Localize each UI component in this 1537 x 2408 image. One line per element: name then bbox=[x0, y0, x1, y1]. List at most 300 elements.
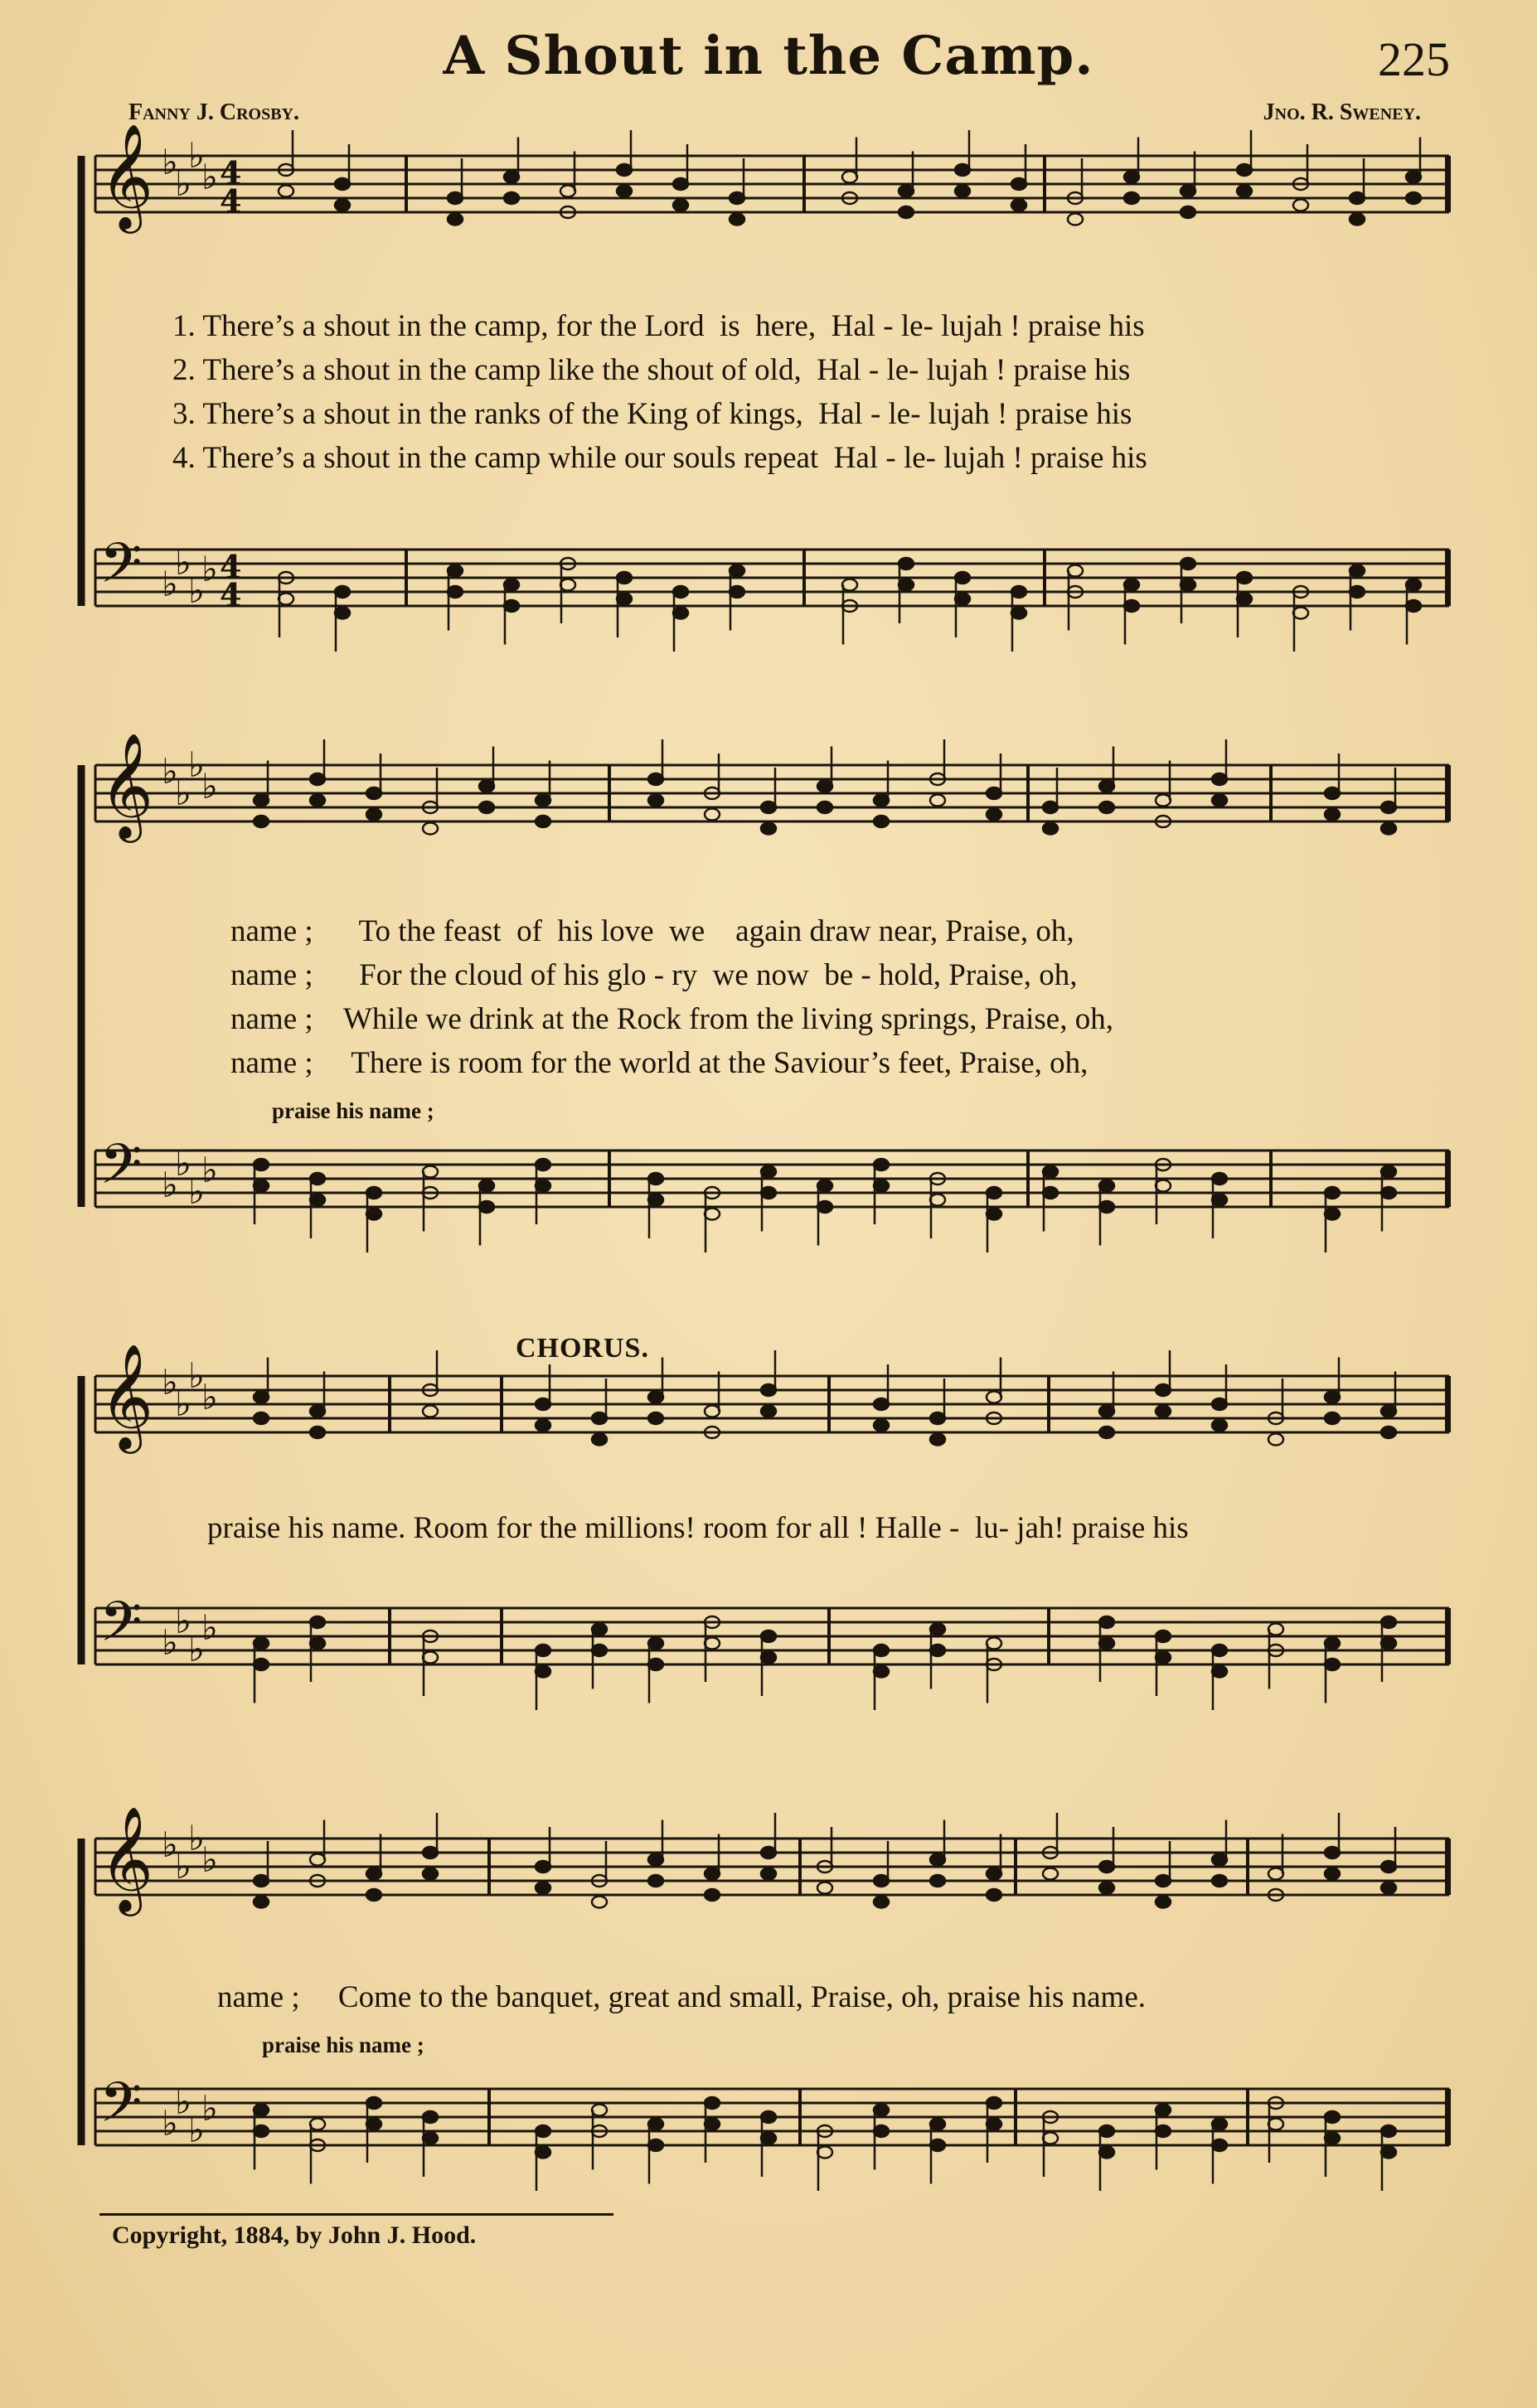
note-head bbox=[930, 795, 945, 807]
note-head bbox=[1156, 1652, 1171, 1664]
flat-sign: ♭ bbox=[188, 1355, 205, 1396]
note-head bbox=[761, 1652, 776, 1664]
note-head bbox=[536, 2147, 550, 2158]
flat-sign: ♭ bbox=[188, 1629, 205, 1669]
note-head bbox=[874, 1398, 889, 1410]
note-head bbox=[673, 200, 688, 211]
verse-4-line: 4. There’s a shout in the camp while our souls repeat Hal - le- lujah ! praise his bbox=[172, 441, 1147, 475]
chorus-lyric-line: praise his name. Room for the millions! room for all ! Halle - lu- jah! praise his bbox=[207, 1511, 1189, 1545]
note-head bbox=[1325, 2133, 1340, 2144]
time-signature-top: 4 bbox=[220, 548, 242, 585]
note-head bbox=[423, 2133, 438, 2144]
note-head bbox=[705, 2097, 720, 2109]
note-head bbox=[1325, 1847, 1340, 1858]
note-head bbox=[1099, 2147, 1114, 2158]
note-head bbox=[874, 1159, 889, 1170]
note-head bbox=[705, 809, 720, 821]
treble-clef: 𝄞 bbox=[99, 1805, 154, 1911]
note-head bbox=[617, 572, 632, 584]
bass-clef: 𝄢 bbox=[99, 531, 143, 608]
note-head bbox=[1237, 164, 1252, 176]
note-head bbox=[730, 586, 744, 598]
note-head bbox=[536, 1159, 550, 1170]
note-head bbox=[817, 802, 832, 813]
note-head bbox=[254, 2125, 269, 2137]
note-head bbox=[310, 1638, 325, 1650]
note-head bbox=[874, 2125, 889, 2137]
bass-clef: 𝄢 bbox=[99, 2071, 143, 2148]
flat-sign: ♭ bbox=[201, 766, 218, 807]
note-head bbox=[479, 802, 494, 813]
flat-sign: ♭ bbox=[175, 163, 192, 204]
note-head bbox=[536, 1645, 550, 1656]
note-head bbox=[1268, 2119, 1283, 2130]
verse-3-line: 3. There’s a shout in the ranks of the King of kings, Hal - le- lujah ! praise his bbox=[172, 397, 1132, 431]
footer-rule bbox=[99, 2213, 613, 2216]
note-head bbox=[1381, 2147, 1396, 2158]
note-head bbox=[1381, 823, 1396, 835]
note-head bbox=[536, 2125, 550, 2137]
flat-sign: ♭ bbox=[201, 1839, 218, 1880]
note-head bbox=[479, 781, 494, 792]
note-head bbox=[1268, 1624, 1283, 1635]
note-head bbox=[1099, 1427, 1114, 1438]
chorus-label: CHORUS. bbox=[516, 1333, 649, 1364]
note-head bbox=[1325, 1638, 1340, 1650]
note-head bbox=[1156, 1897, 1171, 1908]
note-head bbox=[761, 1187, 776, 1199]
time-signature-bottom: 4 bbox=[220, 182, 242, 220]
note-head bbox=[335, 608, 350, 619]
note-head bbox=[366, 1187, 381, 1199]
note-head bbox=[1381, 1187, 1396, 1199]
flat-sign: ♭ bbox=[162, 142, 178, 182]
note-head bbox=[560, 186, 575, 197]
note-head bbox=[592, 1645, 607, 1656]
note-head bbox=[560, 579, 575, 591]
note-head bbox=[930, 1875, 945, 1887]
note-head bbox=[1293, 200, 1308, 211]
note-head bbox=[592, 1624, 607, 1635]
note-head bbox=[1043, 1868, 1058, 1880]
note-head bbox=[874, 816, 889, 827]
note-head bbox=[1406, 579, 1421, 591]
note-head bbox=[1124, 192, 1139, 204]
note-head bbox=[1181, 186, 1195, 197]
note-head bbox=[930, 1194, 945, 1206]
note-head bbox=[279, 186, 293, 197]
note-head bbox=[1156, 2125, 1171, 2137]
note-head bbox=[1124, 172, 1139, 183]
note-head bbox=[423, 1652, 438, 1664]
note-head bbox=[1381, 1861, 1396, 1873]
note-head bbox=[874, 1420, 889, 1432]
note-head bbox=[1381, 1166, 1396, 1178]
note-head bbox=[254, 1659, 269, 1670]
note-head bbox=[1212, 1398, 1227, 1410]
verse-1-line: 1. There’s a shout in the camp, for the Lord is here, Hal - le- lujah ! praise his bbox=[172, 309, 1145, 343]
note-head bbox=[1212, 1645, 1227, 1656]
note-head bbox=[1043, 1166, 1058, 1178]
note-head bbox=[479, 1201, 494, 1213]
note-head bbox=[1325, 1209, 1340, 1220]
bass-clef: 𝄢 bbox=[99, 1590, 143, 1667]
note-head bbox=[705, 2119, 720, 2130]
note-head bbox=[705, 1406, 720, 1417]
flat-sign: ♭ bbox=[188, 744, 205, 785]
note-head bbox=[1156, 1875, 1171, 1887]
note-head bbox=[254, 795, 269, 807]
note-head bbox=[730, 214, 744, 225]
note-head bbox=[310, 1173, 325, 1185]
note-head bbox=[1381, 802, 1396, 813]
note-head bbox=[930, 2139, 945, 2151]
note-head bbox=[761, 1868, 776, 1880]
note-head bbox=[874, 795, 889, 807]
treble-clef: 𝄞 bbox=[99, 123, 154, 229]
note-head bbox=[930, 1645, 945, 1656]
verse-1-line-2: name ; To the feast of his love we again draw near, Praise, oh, bbox=[230, 914, 1074, 948]
note-head bbox=[761, 1384, 776, 1396]
note-head bbox=[1381, 1882, 1396, 1894]
note-head bbox=[705, 1868, 720, 1880]
flat-sign: ♭ bbox=[162, 2103, 178, 2144]
flat-sign: ♭ bbox=[201, 157, 218, 197]
note-head bbox=[899, 579, 914, 591]
note-head bbox=[254, 1392, 269, 1403]
note-head bbox=[423, 1166, 438, 1178]
note-head bbox=[448, 192, 463, 204]
bass-label-praise: praise his name ; bbox=[272, 1098, 434, 1123]
note-head bbox=[1212, 1194, 1227, 1206]
note-head bbox=[504, 172, 519, 183]
flat-sign: ♭ bbox=[201, 2088, 218, 2129]
note-head bbox=[1237, 572, 1252, 584]
bass-clef: 𝄢 bbox=[99, 1132, 143, 1209]
note-head bbox=[366, 1868, 381, 1880]
note-head bbox=[423, 1406, 438, 1417]
time-signature-top: 4 bbox=[220, 154, 242, 191]
note-head bbox=[366, 1889, 381, 1901]
note-head bbox=[1124, 579, 1139, 591]
note-head bbox=[673, 178, 688, 190]
note-head bbox=[930, 1412, 945, 1424]
note-head bbox=[648, 1638, 663, 1650]
note-head bbox=[617, 186, 632, 197]
copyright-notice: Copyright, 1884, by John J. Hood. bbox=[112, 2221, 477, 2249]
note-head bbox=[987, 2097, 1001, 2109]
note-head bbox=[1212, 795, 1227, 807]
flat-sign: ♭ bbox=[201, 549, 218, 589]
verse-2-line-2: name ; For the cloud of his glo - ry we now be - hold, Praise, oh, bbox=[230, 958, 1078, 992]
note-head bbox=[1068, 565, 1083, 577]
note-head bbox=[1212, 773, 1227, 785]
flat-sign: ♭ bbox=[162, 1622, 178, 1663]
note-head bbox=[817, 1201, 832, 1213]
note-head bbox=[817, 781, 832, 792]
note-head bbox=[1237, 186, 1252, 197]
note-head bbox=[1237, 594, 1252, 605]
note-head bbox=[955, 594, 970, 605]
flat-sign: ♭ bbox=[201, 1150, 218, 1190]
treble-clef: 𝄞 bbox=[99, 732, 154, 838]
note-head bbox=[1406, 600, 1421, 612]
note-head bbox=[448, 214, 463, 225]
note-head bbox=[1099, 1882, 1114, 1894]
hymn-title: A Shout in the Camp. bbox=[443, 25, 1094, 87]
note-head bbox=[1043, 823, 1058, 835]
flat-sign: ♭ bbox=[201, 1377, 218, 1417]
note-head bbox=[1406, 192, 1421, 204]
note-head bbox=[1099, 802, 1114, 813]
note-head bbox=[423, 1868, 438, 1880]
note-head bbox=[930, 1434, 945, 1446]
note-head bbox=[648, 2139, 663, 2151]
note-head bbox=[987, 787, 1001, 799]
note-head bbox=[335, 200, 350, 211]
note-head bbox=[1381, 1638, 1396, 1650]
note-head bbox=[1325, 809, 1340, 821]
note-head bbox=[366, 2097, 381, 2109]
note-head bbox=[1350, 192, 1365, 204]
time-signature-bottom: 4 bbox=[220, 576, 242, 613]
note-head bbox=[1325, 1868, 1340, 1880]
note-head bbox=[366, 809, 381, 821]
note-head bbox=[1325, 787, 1340, 799]
note-head bbox=[987, 1889, 1001, 1901]
flat-sign: ♭ bbox=[175, 1143, 192, 1184]
note-head bbox=[592, 1412, 607, 1424]
note-head bbox=[592, 1897, 607, 1908]
flat-sign: ♭ bbox=[175, 2081, 192, 2122]
note-head bbox=[761, 802, 776, 813]
note-head bbox=[1381, 1406, 1396, 1417]
note-head bbox=[1325, 1392, 1340, 1403]
note-head bbox=[1011, 608, 1026, 619]
note-head bbox=[1156, 1630, 1171, 1642]
note-head bbox=[1381, 1616, 1396, 1628]
note-head bbox=[817, 1180, 832, 1192]
note-head bbox=[536, 1861, 550, 1873]
composer-credit: Jno. R. Sweney. bbox=[1263, 99, 1421, 125]
note-head bbox=[987, 1187, 1001, 1199]
note-head bbox=[448, 565, 463, 577]
note-head bbox=[310, 1194, 325, 1206]
note-head bbox=[1350, 214, 1365, 225]
note-head bbox=[1099, 1201, 1114, 1213]
flat-sign: ♭ bbox=[162, 1824, 178, 1865]
note-head bbox=[423, 823, 438, 835]
note-head bbox=[874, 2105, 889, 2116]
note-head bbox=[1099, 1616, 1114, 1628]
note-head bbox=[987, 1868, 1001, 1880]
note-head bbox=[1268, 1434, 1283, 1446]
note-head bbox=[536, 1420, 550, 1432]
note-head bbox=[817, 2147, 832, 2158]
note-head bbox=[987, 1392, 1001, 1403]
note-head bbox=[987, 1209, 1001, 1220]
note-head bbox=[874, 1180, 889, 1192]
note-head bbox=[1212, 1875, 1227, 1887]
note-head bbox=[930, 1624, 945, 1635]
note-head bbox=[1156, 795, 1171, 807]
note-head bbox=[1350, 586, 1365, 598]
note-head bbox=[1325, 1412, 1340, 1424]
note-head bbox=[1212, 1420, 1227, 1432]
note-head bbox=[310, 773, 325, 785]
note-head bbox=[448, 586, 463, 598]
note-head bbox=[648, 1875, 663, 1887]
note-head bbox=[1043, 1187, 1058, 1199]
note-head bbox=[254, 1159, 269, 1170]
note-head bbox=[536, 795, 550, 807]
note-head bbox=[1099, 781, 1114, 792]
note-head bbox=[955, 572, 970, 584]
note-head bbox=[1325, 2111, 1340, 2123]
note-head bbox=[1268, 1868, 1283, 1880]
note-head bbox=[617, 594, 632, 605]
note-head bbox=[899, 206, 914, 218]
flat-sign: ♭ bbox=[188, 2110, 205, 2150]
note-head bbox=[1099, 1638, 1114, 1650]
note-head bbox=[761, 1630, 776, 1642]
note-head bbox=[842, 579, 857, 591]
note-head bbox=[1156, 1180, 1171, 1192]
note-head bbox=[705, 1638, 720, 1650]
note-head bbox=[1212, 1854, 1227, 1866]
lyricist-credit: Fanny J. Crosby. bbox=[128, 99, 300, 125]
note-head bbox=[536, 1180, 550, 1192]
note-head bbox=[366, 1209, 381, 1220]
note-head bbox=[1350, 565, 1365, 577]
verse-2-line: 2. There’s a shout in the camp like the shout of old, Hal - le- lujah ! praise his bbox=[172, 353, 1131, 387]
note-head bbox=[842, 172, 857, 183]
note-head bbox=[536, 816, 550, 827]
note-head bbox=[536, 1666, 550, 1678]
note-head bbox=[705, 1209, 720, 1220]
note-head bbox=[930, 2119, 945, 2130]
flat-sign: ♭ bbox=[201, 1607, 218, 1648]
note-head bbox=[1043, 802, 1058, 813]
note-head bbox=[1325, 1659, 1340, 1670]
note-head bbox=[254, 816, 269, 827]
flat-sign: ♭ bbox=[188, 1171, 205, 1212]
flat-sign: ♭ bbox=[175, 1383, 192, 1424]
note-head bbox=[874, 1897, 889, 1908]
note-head bbox=[648, 1659, 663, 1670]
note-head bbox=[761, 823, 776, 835]
note-head bbox=[504, 579, 519, 591]
note-head bbox=[761, 1406, 776, 1417]
flat-sign: ♭ bbox=[162, 1165, 178, 1205]
note-head bbox=[254, 1180, 269, 1192]
bass-label-praise-2: praise his name ; bbox=[262, 2033, 424, 2057]
note-head bbox=[310, 1406, 325, 1417]
note-head bbox=[1212, 1173, 1227, 1185]
note-head bbox=[1011, 586, 1026, 598]
note-head bbox=[1406, 172, 1421, 183]
verse-4-line-2: name ; There is room for the world at the Saviour’s feet, Praise, oh, bbox=[230, 1046, 1089, 1080]
page-number: 225 bbox=[1378, 32, 1450, 86]
note-head bbox=[254, 1875, 269, 1887]
flat-sign: ♭ bbox=[188, 570, 205, 611]
note-head bbox=[648, 1412, 663, 1424]
note-head bbox=[705, 1889, 720, 1901]
note-head bbox=[1099, 1861, 1114, 1873]
flat-sign: ♭ bbox=[175, 1846, 192, 1887]
note-head bbox=[899, 186, 914, 197]
flat-sign: ♭ bbox=[175, 1601, 192, 1641]
note-head bbox=[730, 192, 744, 204]
note-head bbox=[536, 1882, 550, 1894]
note-head bbox=[1099, 1180, 1114, 1192]
note-head bbox=[1043, 2133, 1058, 2144]
note-head bbox=[1181, 558, 1195, 569]
note-head bbox=[673, 586, 688, 598]
note-head bbox=[761, 2111, 776, 2123]
note-head bbox=[254, 1897, 269, 1908]
note-head bbox=[874, 1666, 889, 1678]
note-head bbox=[648, 1173, 663, 1185]
note-head bbox=[335, 178, 350, 190]
note-head bbox=[648, 1854, 663, 1866]
flat-sign: ♭ bbox=[162, 1362, 178, 1403]
final-lyric-line: name ; Come to the banquet, great and small, Praise, oh, praise his name. bbox=[217, 1980, 1146, 2014]
note-head bbox=[1011, 178, 1026, 190]
note-head bbox=[930, 1854, 945, 1866]
note-head bbox=[761, 2133, 776, 2144]
note-head bbox=[673, 608, 688, 619]
note-head bbox=[987, 1638, 1001, 1650]
note-head bbox=[366, 787, 381, 799]
note-head bbox=[279, 594, 293, 605]
note-head bbox=[1181, 206, 1195, 218]
note-head bbox=[1011, 200, 1026, 211]
note-head bbox=[987, 809, 1001, 821]
note-head bbox=[761, 1847, 776, 1858]
note-head bbox=[254, 2105, 269, 2116]
note-head bbox=[479, 1180, 494, 1192]
note-head bbox=[761, 1166, 776, 1178]
note-head bbox=[504, 192, 519, 204]
note-head bbox=[1156, 2105, 1171, 2116]
note-head bbox=[648, 773, 663, 785]
flat-sign: ♭ bbox=[188, 1818, 205, 1858]
note-head bbox=[335, 586, 350, 598]
flat-sign: ♭ bbox=[175, 542, 192, 583]
note-head bbox=[366, 2119, 381, 2130]
note-head bbox=[648, 2119, 663, 2130]
note-head bbox=[955, 164, 970, 176]
flat-sign: ♭ bbox=[162, 751, 178, 792]
note-head bbox=[1099, 2125, 1114, 2137]
note-head bbox=[987, 2119, 1001, 2130]
note-head bbox=[536, 1398, 550, 1410]
note-head bbox=[1212, 2139, 1227, 2151]
note-head bbox=[1156, 1406, 1171, 1417]
note-head bbox=[648, 795, 663, 807]
note-head bbox=[1156, 1384, 1171, 1396]
note-head bbox=[730, 565, 744, 577]
note-head bbox=[1212, 2119, 1227, 2130]
note-head bbox=[423, 1847, 438, 1858]
note-head bbox=[874, 1645, 889, 1656]
note-head bbox=[504, 600, 519, 612]
treble-clef: 𝄞 bbox=[99, 1343, 154, 1449]
note-head bbox=[1293, 608, 1308, 619]
note-head bbox=[1124, 600, 1139, 612]
flat-sign: ♭ bbox=[188, 135, 205, 176]
